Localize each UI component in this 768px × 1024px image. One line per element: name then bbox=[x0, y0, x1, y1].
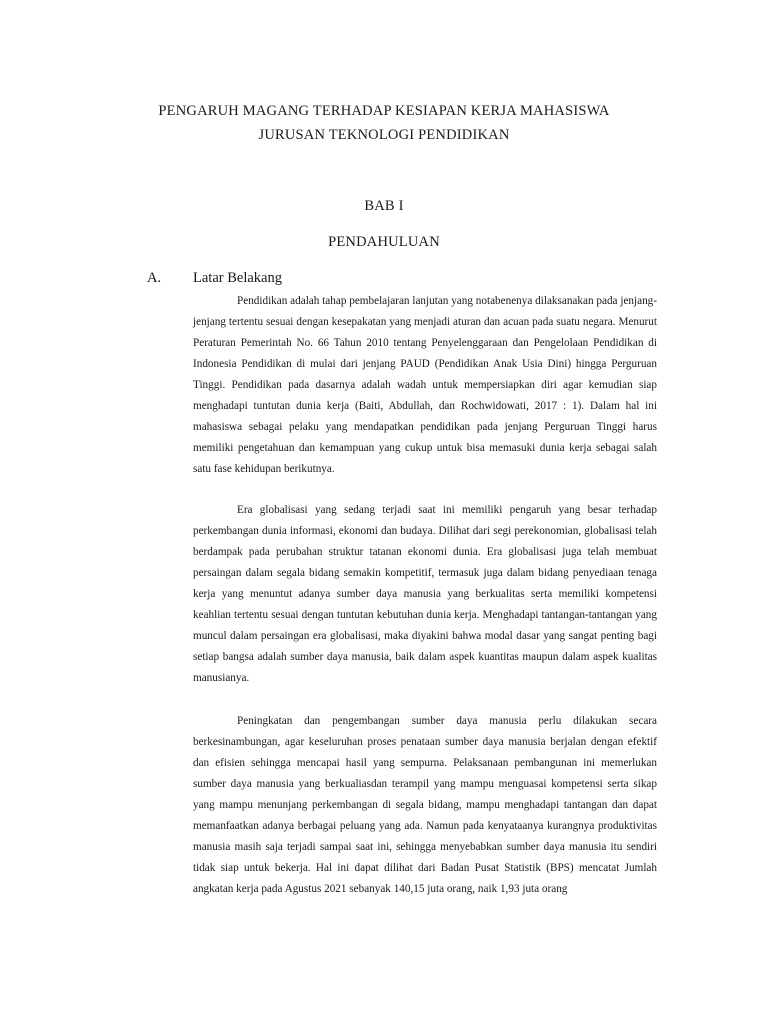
section-heading bbox=[147, 270, 282, 287]
paragraph-block bbox=[193, 500, 657, 689]
section-title: Latar Belakang bbox=[193, 270, 282, 286]
document-title-line-1: PENGARUH MAGANG TERHADAP KESIAPAN KERJA MAHASISWA bbox=[158, 103, 610, 119]
paragraph-block bbox=[193, 291, 657, 480]
paragraph-block bbox=[193, 711, 657, 900]
chapter-number: BAB I bbox=[364, 198, 404, 214]
paragraph: Pendidikan adalah tahap pembelajaran lanjutan yang notabenenya dilaksanakan pada jenjang-jenjang tertentu sesuai dengan kesepakatan yang menjadi aturan dan acuan pada suatu negara. Menurut Peraturan Pemerintah No. 66 Tahun 2010 tentang Penyelenggaraan dan Pengelolaan Pendidikan di Indonesia Pendidikan di mulai dari jenjang PAUD (Pendidikan Anak Usia Dini) hingga Perguruan Tinggi. Pendidikan pada dasarnya adalah wadah untuk mempersiapkan diri agar kemudian siap menghadapi tuntutan dunia kerja (Baiti, Abdullah, dan Rochwidowati, 2017 : 1). Dalam hal ini mahasiswa sebagai pelaku yang mendapatkan pendidikan pada jenjang Perguruan Tinggi harus memiliki pengetahuan dan kemampuan yang cukup untuk bisa memasuki dunia kerja sebagai salah satu fase kehidupan berikutnya. bbox=[193, 295, 657, 475]
section-letter: A. bbox=[147, 270, 162, 286]
paragraph: Era globalisasi yang sedang terjadi saat ini memiliki pengaruh yang besar terhadap perkembangan dunia informasi, ekonomi dan budaya. Dilihat dari segi perekonomian, globalisasi telah berdampak pada perubahan struktur tatanan ekonomi dunia. Era globalisasi juga telah membuat persaingan dalam segala bidang semakin kompetitif, termasuk juga dalam bidang penyediaan tenaga kerja yang menuntut adanya sumber daya manusia yang berkualitas serta memiliki kompetensi keahlian tertentu sesuai dengan tuntutan kebutuhan dunia kerja. Menghadapi tantangan-tantangan yang muncul dalam persaingan era globalisasi, maka diyakini bahwa modal dasar yang sangat penting bagi setiap bangsa adalah sumber daya manusia, baik dalam aspek kuantitas maupun dalam aspek kualitas manusianya. bbox=[193, 504, 657, 684]
document-title-line-2: JURUSAN TEKNOLOGI PENDIDIKAN bbox=[258, 127, 510, 143]
paragraph: Peningkatan dan pengembangan sumber daya manusia perlu dilakukan secara berkesinambungan, agar keseluruhan proses penataan sumber daya manusia berjalan dengan efektif dan efisien sehingga mencapai hasil yang sempurna. Pelaksanaan pembangunan ini memerlukan sumber daya manusia yang berkualiasdan terampil yang mampu menguasai kompetensi serta sikap yang mampu menunjang perkembangan di segala bidang, mampu menghadapi tantangan dan dapat memanfaatkan adanya berbagai peluang yang ada. Namun pada kenyataanya kurangnya produktivitas manusia masih saja terjadi sampai saat ini, sehingga menyebabkan sumber daya manusia itu sendiri tidak siap untuk bekerja. Hal ini dapat dilihat dari Badan Pusat Statistik (BPS) mencatat Jumlah angkatan kerja pada Agustus 2021 sebanyak 140,15 juta orang, naik 1,93 juta orang bbox=[193, 715, 657, 895]
chapter-title: PENDAHULUAN bbox=[328, 234, 440, 250]
